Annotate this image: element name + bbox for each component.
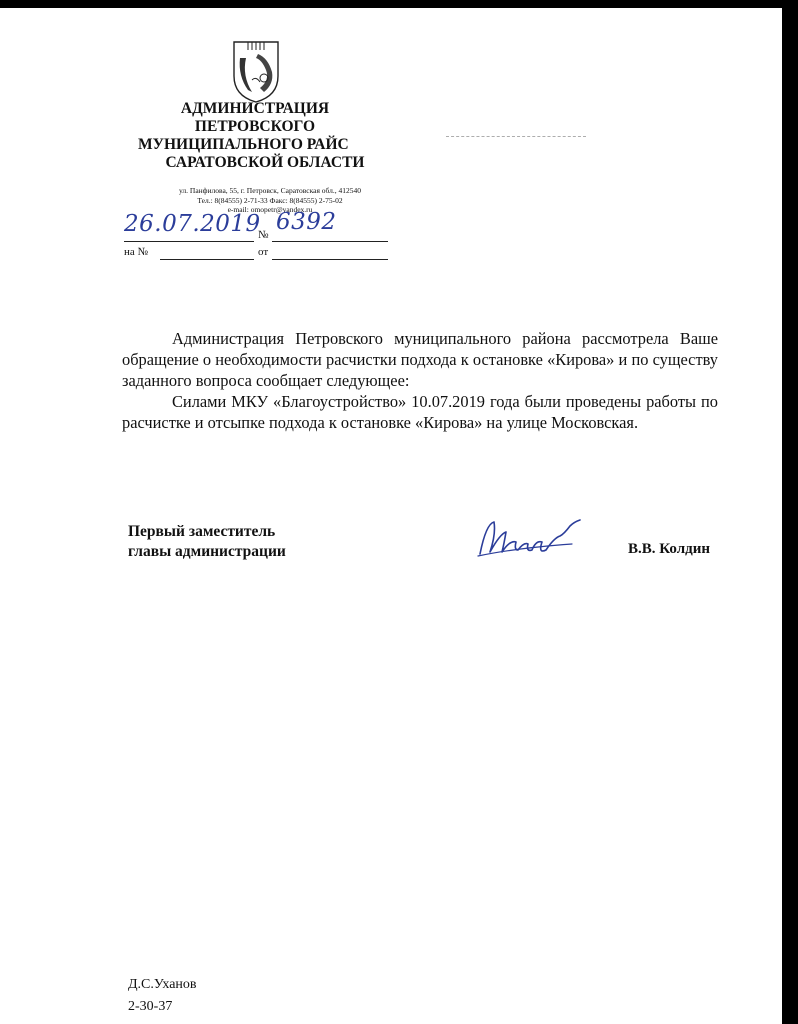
letter-body	[122, 328, 718, 433]
org-line: ПЕТРОВСКОГО	[194, 118, 316, 135]
handwritten-signature-icon	[476, 514, 586, 564]
org-line: АДМИНИСТРАЦИЯ	[180, 100, 330, 117]
coat-of-arms-icon	[228, 36, 284, 104]
executor-phone: 2-30-37	[128, 999, 173, 1014]
org-line: МУНИЦИПАЛЬНОГО РАЙС	[138, 136, 349, 153]
signatory-title-line: главы администрации	[128, 543, 286, 560]
addressee-line	[446, 136, 586, 137]
organization-name	[120, 100, 390, 172]
number-label: №	[258, 229, 269, 241]
letter-page	[0, 8, 782, 1024]
body-paragraph: Силами МКУ «Благоустройство» 10.07.2019 года были проведены работы по расчистке и отсыпке подхода к остановке «Кирова» на улице Московская.	[122, 392, 718, 432]
executor-info	[128, 974, 197, 1018]
address-line: ул. Панфилова, 55, г. Петровск, Саратовская обл., 412540	[178, 186, 362, 195]
date-underline	[124, 241, 254, 242]
org-line: САРАТОВСКОЙ ОБЛАСТИ	[165, 154, 365, 171]
handwritten-number: 6392	[276, 209, 337, 235]
email-line: e-mail: omopetr@yandex.ru	[227, 205, 313, 214]
reply-to-label: на №	[124, 246, 149, 258]
from-label: от	[258, 246, 269, 258]
handwritten-date: 26.07.2019	[124, 211, 261, 237]
signatory-title	[128, 522, 286, 562]
signatory-title-line: Первый заместитель	[128, 523, 276, 540]
reply-number-underline	[160, 259, 254, 260]
number-underline	[272, 241, 388, 242]
body-paragraph: Администрация Петровского муниципального района рассмотрела Ваше обращение о необходимости расчистки подхода к остановке «Кирова» и по существу заданного вопроса сообщает следующее:	[122, 329, 718, 390]
reply-date-underline	[272, 259, 388, 260]
executor-name: Д.С.Уханов	[128, 977, 197, 992]
phone-fax-line: Тел.: 8(84555) 2-71-33 Факс: 8(84555) 2-75-02	[197, 195, 343, 205]
signer-name: В.В. Колдин	[628, 541, 710, 557]
scan-border	[782, 0, 798, 1024]
